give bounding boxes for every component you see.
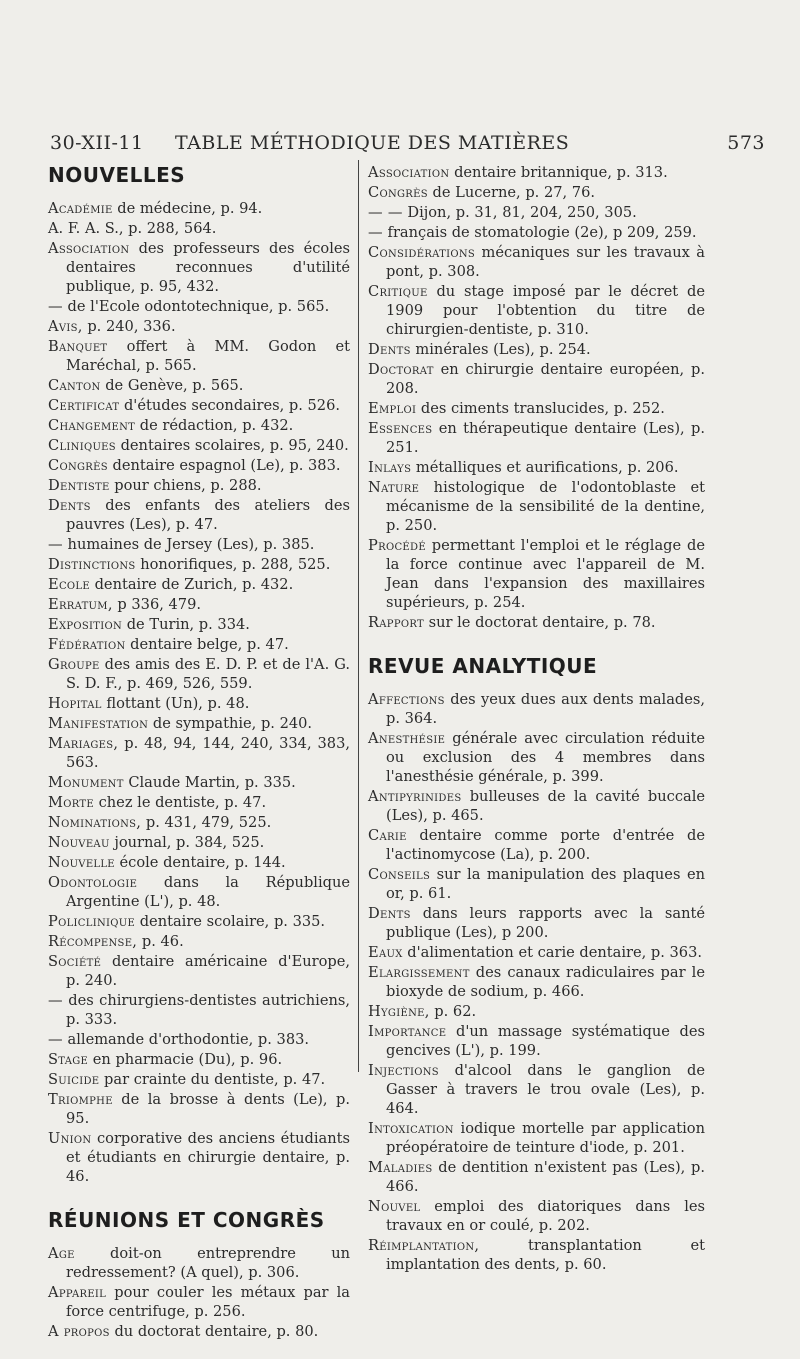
left-column [48, 163, 350, 1342]
entry-keyword: Banquet [48, 338, 108, 355]
index-entry [48, 456, 350, 475]
entry-text: école dentaire, p. 144. [119, 854, 286, 871]
entry-text: des yeux dues aux dents malades, p. 364. [386, 691, 706, 727]
index-entry [368, 826, 705, 864]
entry-keyword: Nominations, [48, 814, 142, 831]
index-entry [48, 813, 350, 832]
index-entry [368, 536, 705, 612]
entry-text: dentaire britannique, p. 313. [454, 164, 668, 181]
entry-keyword: Essences [368, 420, 433, 437]
index-entry [48, 952, 350, 990]
index-entry [368, 1061, 705, 1118]
entry-keyword: Suicide [48, 1071, 100, 1088]
index-entry [48, 694, 350, 713]
entry-text: de la brosse à dents (Le), p. 95. [66, 1091, 350, 1127]
entry-keyword: Antipyrinides [368, 788, 462, 805]
index-entry [48, 535, 350, 554]
entry-keyword: Policlinique [48, 913, 136, 930]
index-entry [48, 714, 350, 733]
section-heading: RÉUNIONS ET CONGRÈS [48, 1208, 325, 1232]
entry-keyword: Certificat [48, 397, 120, 414]
entry-keyword: Ecole [48, 576, 90, 593]
entry-keyword: Union [48, 1130, 92, 1147]
entry-text: dentaire espagnol (Le), p. 383. [112, 457, 341, 474]
entry-text: de rédaction, p. 432. [139, 417, 294, 434]
entry-keyword: Exposition [48, 616, 123, 633]
entry-text: p 336, 479. [117, 596, 202, 613]
index-entry [368, 223, 705, 242]
entry-keyword: Réimplantation, [368, 1237, 480, 1254]
entry-text: par crainte du dentiste, p. 47. [104, 1071, 326, 1088]
entry-text: des enfants des ateliers des pauvres (Les), p. 47. [66, 497, 351, 533]
index-entry [368, 203, 705, 222]
entry-text: A. F. A. S., p. 288, 564. [48, 220, 217, 237]
index-entry [48, 337, 350, 375]
entry-text: histologique de l'odontoblaste et mécanisme de la sensibilité de la dentine, p. 250. [386, 479, 706, 534]
entry-text: doit-on entreprendre un redressement? (A quel), p. 306. [66, 1245, 350, 1281]
index-entry [368, 243, 705, 281]
entry-text: des chirurgiens-dentistes autrichiens, p. 333. [66, 992, 350, 1028]
column-divider [358, 160, 359, 1072]
entry-keyword: Dents [368, 905, 411, 922]
index-entry [48, 1283, 350, 1321]
entry-text: des ciments translucides, p. 252. [420, 400, 665, 417]
entry-keyword: Elargissement [368, 964, 470, 981]
index-entry [48, 575, 350, 594]
entry-text: dentaire américaine d'Europe, p. 240. [66, 953, 351, 989]
index-entry [368, 904, 705, 942]
entry-keyword: Congrès [368, 184, 428, 201]
entry-text: chez le dentiste, p. 47. [98, 794, 267, 811]
index-entry [368, 458, 705, 477]
entry-text: p. 431, 479, 525. [145, 814, 272, 831]
entry-keyword: Odontologie [48, 874, 138, 891]
entry-keyword: Stage [48, 1051, 89, 1068]
index-entry [368, 1119, 705, 1157]
entry-keyword: Dentiste [48, 477, 110, 494]
entry-keyword: Nouvel [368, 1198, 421, 1215]
entry-text: d'alcool dans le ganglion de Gasser à travers le trou ovale (Les), p. 464. [386, 1062, 705, 1117]
entry-keyword: Manifestation [48, 715, 149, 732]
index-entry [48, 793, 350, 812]
entry-text: français de stomatologie (2e), p 209, 259. [387, 224, 697, 241]
index-entry [48, 1030, 350, 1049]
index-entry [48, 239, 350, 296]
index-entry [368, 1022, 705, 1060]
entry-keyword: Hygiène, [368, 1003, 430, 1020]
entry-keyword: Association [48, 240, 130, 257]
entry-text: en thérapeutique dentaire (Les), p. 251. [386, 420, 705, 456]
entry-keyword: Maladies [368, 1159, 433, 1176]
index-entry [48, 1090, 350, 1128]
entry-text: sur la manipulation des plaques en or, p. 61. [386, 866, 705, 902]
index-entry [48, 773, 350, 792]
entry-keyword: Changement [48, 417, 136, 434]
index-entry [368, 690, 705, 728]
entry-keyword: Monument [48, 774, 124, 791]
index-entry [48, 199, 350, 218]
index-entry [48, 853, 350, 872]
entry-keyword: — — [368, 204, 403, 221]
entry-keyword: Rapport [368, 614, 424, 631]
entry-text: dans leurs rapports avec la santé publique (Les), p 200. [386, 905, 705, 941]
entry-keyword: Eaux [368, 944, 403, 961]
entry-text: pour chiens, p. 288. [114, 477, 262, 494]
entry-keyword: Erratum, [48, 596, 113, 613]
entry-text: honorifiques, p. 288, 525. [140, 556, 331, 573]
index-entry [48, 317, 350, 336]
entry-text: emploi des diatoriques dans les travaux en or coulé, p. 202. [386, 1198, 706, 1234]
entry-text: de Genève, p. 565. [105, 377, 244, 394]
entry-text: dans la République Argentine (L'), p. 48. [66, 874, 351, 910]
entry-keyword: Carie [368, 827, 407, 844]
index-entry [48, 297, 350, 316]
index-entry [48, 219, 350, 238]
index-entry [368, 787, 705, 825]
entry-keyword: Anesthésie [368, 730, 446, 747]
entry-keyword: Injections [368, 1062, 439, 1079]
entry-keyword: Congrès [48, 457, 108, 474]
entry-text: p. 62. [434, 1003, 477, 1020]
entry-text: d'alimentation et carie dentaire, p. 363. [407, 944, 702, 961]
index-entry [368, 613, 705, 632]
entry-keyword: Académie [48, 200, 113, 217]
entry-text: en pharmacie (Du), p. 96. [92, 1051, 283, 1068]
entry-text: Dijon, p. 31, 81, 204, 250, 305. [407, 204, 637, 221]
entry-keyword: Emploi [368, 400, 417, 417]
entry-text: bulleuses de la cavité buccale (Les), p. 465. [386, 788, 706, 824]
entry-keyword: Distinctions [48, 556, 136, 573]
page-number: 573 [727, 132, 765, 154]
index-entry [48, 555, 350, 574]
index-entry [368, 419, 705, 457]
entry-text: iodique mortelle par application préopératoire de teinture d'iode, p. 201. [386, 1120, 705, 1156]
index-entry [368, 360, 705, 398]
entry-text: des canaux radiculaires par le bioxyde de sodium, p. 466. [386, 964, 705, 1000]
entry-text: de Turin, p. 334. [126, 616, 250, 633]
entry-keyword: Association [368, 164, 450, 181]
entry-text: du doctorat dentaire, p. 80. [114, 1323, 319, 1340]
index-entry [368, 183, 705, 202]
entry-text: p. 48, 94, 144, 240, 334, 383, 563. [66, 735, 350, 771]
entry-text: humaines de Jersey (Les), p. 385. [67, 536, 315, 553]
entry-text: p. 240, 336. [87, 318, 176, 335]
entry-text: des professeurs des écoles dentaires reconnues d'utilité publique, p. 95, 432. [66, 240, 350, 295]
index-entry [48, 1070, 350, 1089]
header-title: TABLE MÉTHODIQUE DES MATIÈRES [175, 132, 570, 154]
entry-keyword: Doctorat [368, 361, 434, 378]
entry-keyword: Avis, [48, 318, 83, 335]
entry-keyword: — [368, 224, 383, 241]
entry-keyword: Intoxication [368, 1120, 454, 1137]
entry-keyword: Nouvelle [48, 854, 115, 871]
entry-text: en chirurgie dentaire européen, p. 208. [386, 361, 705, 397]
entry-text: de dentition n'existent pas (Les), p. 466. [386, 1159, 705, 1195]
index-entry [368, 943, 705, 962]
index-entry [48, 1322, 350, 1341]
entry-keyword: — [48, 536, 63, 553]
index-entry [368, 963, 705, 1001]
entry-text: offert à MM. Godon et Maréchal, p. 565. [66, 338, 351, 374]
index-entry [48, 873, 350, 911]
entry-keyword: Récompense, [48, 933, 138, 950]
entry-keyword: Importance [368, 1023, 447, 1040]
entry-text: générale avec circulation réduite ou exclusion des 4 membres dans l'anesthésie générale, p. 399. [386, 730, 706, 785]
index-entry [368, 1002, 705, 1021]
index-entry [368, 282, 705, 339]
index-entry [368, 340, 705, 359]
entry-keyword: Age [48, 1245, 75, 1262]
entry-keyword: Procédé [368, 537, 426, 554]
index-entry [368, 478, 705, 535]
index-entry [368, 1158, 705, 1196]
entry-text: journal, p. 384, 525. [114, 834, 265, 851]
entry-text: dentaire scolaire, p. 335. [139, 913, 326, 930]
header-date: 30-XII-11 [50, 132, 144, 154]
index-entry [48, 595, 350, 614]
entry-keyword: Morte [48, 794, 94, 811]
entry-text: dentaires scolaires, p. 95, 240. [120, 437, 349, 454]
entry-keyword: Affections [368, 691, 445, 708]
entry-keyword: Triomphe [48, 1091, 113, 1108]
index-entry [368, 865, 705, 903]
entry-text: mécaniques sur les travaux à pont, p. 308. [386, 244, 705, 280]
entry-keyword: Dents [368, 341, 411, 358]
entry-text: de Lucerne, p. 27, 76. [432, 184, 596, 201]
entry-keyword: Inlays [368, 459, 412, 476]
index-entry [48, 436, 350, 455]
index-entry [48, 615, 350, 634]
index-entry [368, 729, 705, 786]
index-entry [48, 912, 350, 931]
entry-keyword: Critique [368, 283, 428, 300]
section-heading: REVUE ANALYTIQUE [368, 654, 598, 678]
entry-text: Claude Martin, p. 335. [128, 774, 296, 791]
entry-keyword: Groupe [48, 656, 100, 673]
entry-keyword: Société [48, 953, 102, 970]
entry-keyword: Cliniques [48, 437, 116, 454]
entry-text: d'un massage systématique des gencives (L'), p. 199. [386, 1023, 706, 1059]
entry-keyword: Nouveau [48, 834, 110, 851]
entry-text: permettant l'emploi et le réglage de la force continue avec l'appareil de M. Jean dans l'expansion des maxillaires supérieurs, p. 254. [386, 537, 705, 611]
entry-text: des amis des E. D. P. et de l'A. G. S. D. F., p. 469, 526, 559. [66, 656, 350, 692]
entry-keyword: Conseils [368, 866, 431, 883]
index-entry [368, 399, 705, 418]
index-entry [48, 932, 350, 951]
index-entry [48, 376, 350, 395]
entry-text: du stage imposé par le décret de 1909 pour l'obtention du titre de chirurgien-dentiste, p. 310. [386, 283, 705, 338]
index-entry [48, 1050, 350, 1069]
index-entry [48, 734, 350, 772]
running-header [50, 132, 765, 158]
index-entry [48, 991, 350, 1029]
entry-keyword: Appareil [48, 1284, 107, 1301]
index-entry [48, 833, 350, 852]
entry-keyword: Fédération [48, 636, 126, 653]
entry-keyword: Dents [48, 497, 91, 514]
entry-text: d'études secondaires, p. 526. [123, 397, 341, 414]
entry-keyword: — [48, 298, 63, 315]
entry-text: dentaire belge, p. 47. [130, 636, 289, 653]
index-entry [48, 496, 350, 534]
entry-text: p. 46. [141, 933, 184, 950]
entry-text: minérales (Les), p. 254. [415, 341, 591, 358]
entry-text: transplantation et implantation des dents, p. 60. [386, 1237, 705, 1273]
entry-keyword: Considérations [368, 244, 476, 261]
index-entry [48, 1129, 350, 1186]
entry-keyword: Canton [48, 377, 101, 394]
entry-text: dentaire de Zurich, p. 432. [94, 576, 294, 593]
index-entry [48, 416, 350, 435]
entry-text: flottant (Un), p. 48. [106, 695, 250, 712]
entry-text: de l'Ecole odontotechnique, p. 565. [67, 298, 330, 315]
entry-text: métalliques et aurifications, p. 206. [415, 459, 679, 476]
entry-text: de médecine, p. 94. [117, 200, 263, 217]
index-entry [48, 655, 350, 693]
entry-keyword: — [48, 992, 63, 1009]
entry-keyword: Mariages, [48, 735, 119, 752]
section-heading: NOUVELLES [48, 163, 186, 187]
entry-keyword: — [48, 1031, 63, 1048]
entry-keyword: A propos [48, 1323, 110, 1340]
index-entry [368, 1197, 705, 1235]
entry-text: dentaire comme porte d'entrée de l'actinomycose (La), p. 200. [386, 827, 705, 863]
entry-text: pour couler les métaux par la force centrifuge, p. 256. [66, 1284, 351, 1320]
index-entry [368, 1236, 705, 1274]
right-column [368, 163, 705, 1275]
entry-keyword: Nature [368, 479, 420, 496]
index-entry [368, 163, 705, 182]
index-entry [48, 476, 350, 495]
index-entry [48, 635, 350, 654]
entry-text: corporative des anciens étudiants et étudiants en chirurgie dentaire, p. 46. [66, 1130, 350, 1185]
index-entry [48, 396, 350, 415]
entry-text: de sympathie, p. 240. [152, 715, 313, 732]
index-entry [48, 1244, 350, 1282]
entry-keyword: Hopital [48, 695, 102, 712]
entry-text: allemande d'orthodontie, p. 383. [67, 1031, 310, 1048]
entry-text: sur le doctorat dentaire, p. 78. [428, 614, 656, 631]
